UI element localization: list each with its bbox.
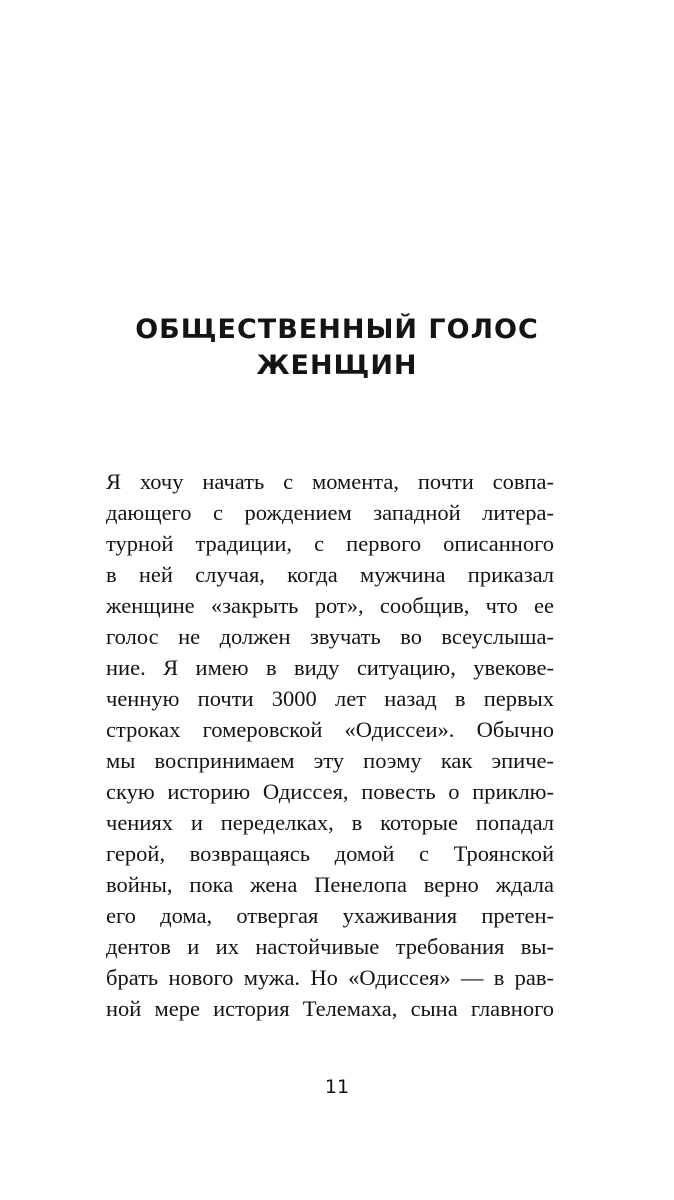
chapter-title: [0, 312, 674, 384]
text-line: брать нового мужа. Но «Одиссея» — в рав-: [106, 965, 554, 990]
text-line: герой, возвращаясь домой с Троянской: [106, 841, 554, 866]
text-line: ние. Я имею в виду ситуацию, увекове-: [106, 655, 554, 680]
text-line: ченную почти 3000 лет назад в первых: [106, 686, 554, 711]
text-line: голос не должен звучать во всеуслыша-: [106, 624, 554, 649]
text-line: ной мере история Телемаха, сына главного: [106, 996, 554, 1021]
text-line: строках гомеровской «Одиссеи». Обычно: [106, 717, 554, 742]
chapter-title-line-1: ОБЩЕСТВЕННЫЙ ГОЛОС: [135, 314, 539, 345]
text-line: его дома, отвергая ухаживания претен-: [106, 903, 554, 928]
text-line: турной традиции, с первого описанного: [106, 531, 554, 556]
text-line: дающего с рождением западной литера-: [106, 500, 554, 525]
text-line: Я хочу начать с момента, почти совпа-: [106, 469, 554, 494]
text-line: скую историю Одиссея, повесть о приклю-: [106, 779, 554, 804]
text-line: в ней случая, когда мужчина приказал: [106, 562, 554, 587]
text-line: дентов и их настойчивые требования вы-: [106, 934, 554, 959]
text-line: мы воспринимаем эту поэму как эпиче-: [106, 748, 554, 773]
text-line: войны, пока жена Пенелопа верно ждала: [106, 872, 554, 897]
page-number: 11: [324, 1076, 350, 1098]
chapter-title-line-2: ЖЕНЩИН: [256, 350, 418, 381]
body-paragraph: [106, 466, 554, 1024]
text-line: чениях и переделках, в которые попадал: [106, 810, 554, 835]
text-line: женщине «закрыть рот», сообщив, что ее: [106, 593, 554, 618]
